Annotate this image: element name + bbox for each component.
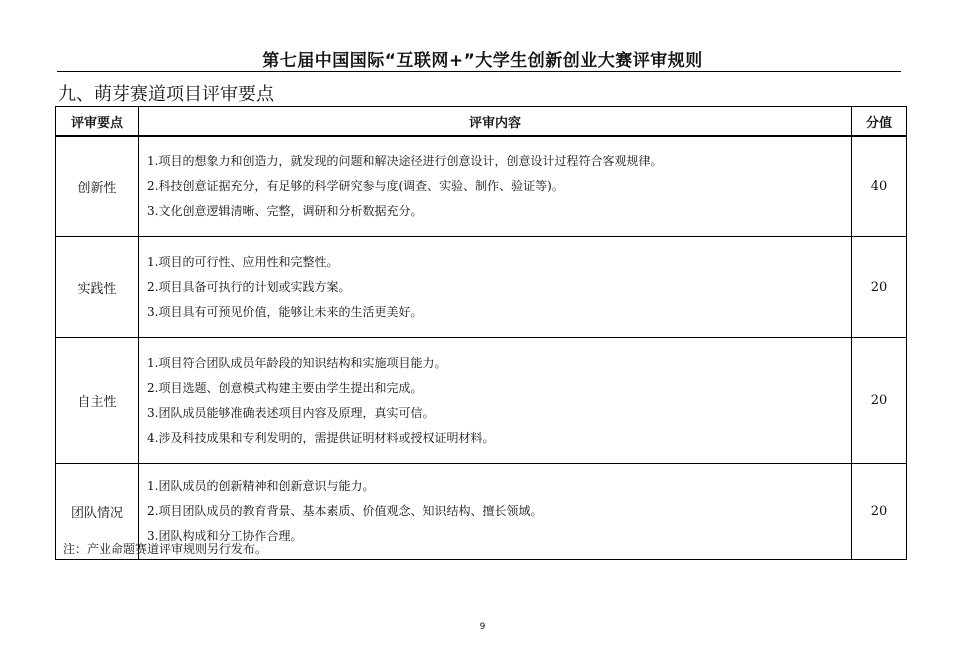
footnote: 注：产业命题赛道评审规则另行发布。 bbox=[63, 542, 268, 556]
table-row bbox=[56, 136, 907, 237]
page-number: 9 bbox=[479, 622, 486, 632]
content-item: 1.项目符合团队成员年龄段的知识结构和实施项目能力。 bbox=[147, 355, 447, 370]
content-item: 1.项目的可行性、应用性和完整性。 bbox=[147, 254, 339, 269]
content-item: 2.科技创意证据充分，有足够的科学研究参与度(调查、实验、制作、验证等)。 bbox=[147, 179, 564, 193]
document-title: 第七届中国国际“互联网+”大学生创新创业大赛评审规则 bbox=[262, 51, 703, 71]
content-item: 3.团队构成和分工协作合理。 bbox=[147, 529, 303, 543]
content-cell bbox=[139, 338, 852, 464]
score-cell: 20 bbox=[852, 338, 907, 464]
criterion-cell: 创新性 bbox=[56, 136, 139, 237]
content-item: 3.项目具有可预见价值，能够让未来的生活更美好。 bbox=[147, 304, 423, 319]
content-item: 1.团队成员的创新精神和创新意识与能力。 bbox=[147, 479, 375, 493]
content-cell bbox=[139, 136, 852, 237]
section-heading: 九、萌芽赛道项目评审要点 bbox=[58, 84, 274, 105]
content-item: 2.项目选题、创意模式构建主要由学生提出和完成。 bbox=[147, 380, 423, 395]
content-item: 1.项目的想象力和创造力，就发现的问题和解决途径进行创意设计，创意设计过程符合客观规律。 bbox=[147, 154, 663, 168]
table-row bbox=[56, 237, 907, 338]
criterion-cell: 实践性 bbox=[56, 237, 139, 338]
criterion-cell: 自主性 bbox=[56, 338, 139, 464]
content-item: 3.团队成员能够准确表述项目内容及原理，真实可信。 bbox=[147, 405, 435, 420]
table-row bbox=[56, 338, 907, 464]
review-criteria-table bbox=[55, 106, 907, 560]
content-item: 3.文化创意逻辑清晰、完整，调研和分析数据充分。 bbox=[147, 204, 423, 218]
content-item: 2.项目团队成员的教育背景、基本素质、价值观念、知识结构、擅长领域。 bbox=[147, 504, 543, 518]
score-cell: 20 bbox=[852, 464, 907, 560]
criterion-cell: 团队情况 bbox=[56, 464, 139, 560]
header-score: 分值 bbox=[852, 107, 907, 137]
score-cell: 20 bbox=[852, 237, 907, 338]
table-header-row bbox=[56, 107, 907, 137]
header-criterion: 评审要点 bbox=[56, 107, 139, 137]
content-cell bbox=[139, 237, 852, 338]
score-cell: 40 bbox=[852, 136, 907, 237]
title-underline bbox=[57, 71, 901, 72]
header-content: 评审内容 bbox=[139, 107, 852, 137]
content-item: 4.涉及科技成果和专利发明的，需提供证明材料或授权证明材料。 bbox=[147, 430, 495, 445]
content-item: 2.项目具备可执行的计划或实践方案。 bbox=[147, 279, 351, 294]
